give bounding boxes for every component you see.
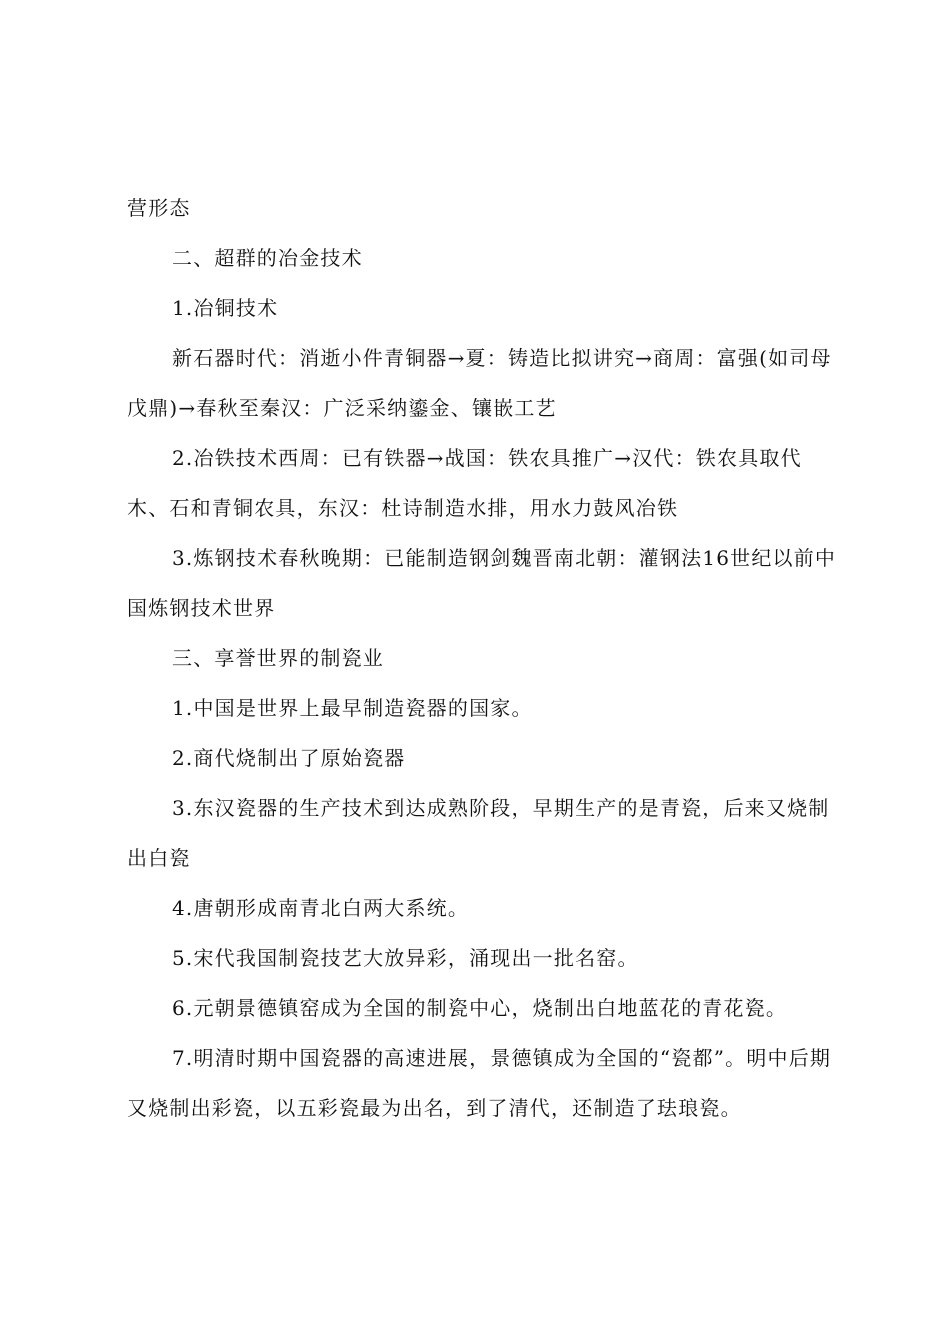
list-item-porcelain-6: 6.元朝景德镇窑成为全国的制瓷中心，烧制出白地蓝花的青花瓷。	[172, 996, 788, 1020]
list-item-porcelain-4: 4.唐朝形成南青北白两大系统。	[172, 896, 470, 920]
paragraph-steel-making: 3.炼钢技术春秋晚期：已能制造钢剑魏晋南北朝：灌钢法16世纪以前中国炼钢技术世界	[127, 546, 837, 620]
section-heading-porcelain: 三、享誉世界的制瓷业	[172, 646, 384, 670]
list-item-porcelain-1: 1.中国是世界上最早制造瓷器的国家。	[172, 696, 533, 720]
paragraph-iron-smelting: 2.冶铁技术西周：已有铁器→战国：铁农具推广→汉代：铁农具取代木、石和青铜农具，东汉：杜诗制造水排，用水力鼓风冶铁	[127, 446, 802, 520]
document-body	[127, 183, 837, 1133]
list-item-porcelain-2: 2.商代烧制出了原始瓷器	[172, 746, 406, 770]
paragraph-copper-history: 新石器时代：消逝小件青铜器→夏：铸造比拟讲究→商周：富强(如司母戊鼎)→春秋至秦汉：广泛采纳鎏金、镶嵌工艺	[127, 346, 832, 420]
list-item-porcelain-7: 7.明清时期中国瓷器的高速进展，景德镇成为全国的“瓷都”。明中后期又烧制出彩瓷，以五彩瓷最为出名，到了清代，还制造了珐琅瓷。	[127, 1046, 832, 1120]
section-heading-metallurgy: 二、超群的冶金技术	[172, 246, 363, 270]
paragraph-continuation: 营形态	[127, 196, 191, 220]
list-item-porcelain-5: 5.宋代我国制瓷技艺大放异彩，涌现出一批名窑。	[172, 946, 639, 970]
subheading-copper-smelting: 1.冶铜技术	[172, 296, 279, 320]
list-item-porcelain-3: 3.东汉瓷器的生产技术到达成熟阶段，早期生产的是青瓷，后来又烧制出白瓷	[127, 796, 830, 870]
